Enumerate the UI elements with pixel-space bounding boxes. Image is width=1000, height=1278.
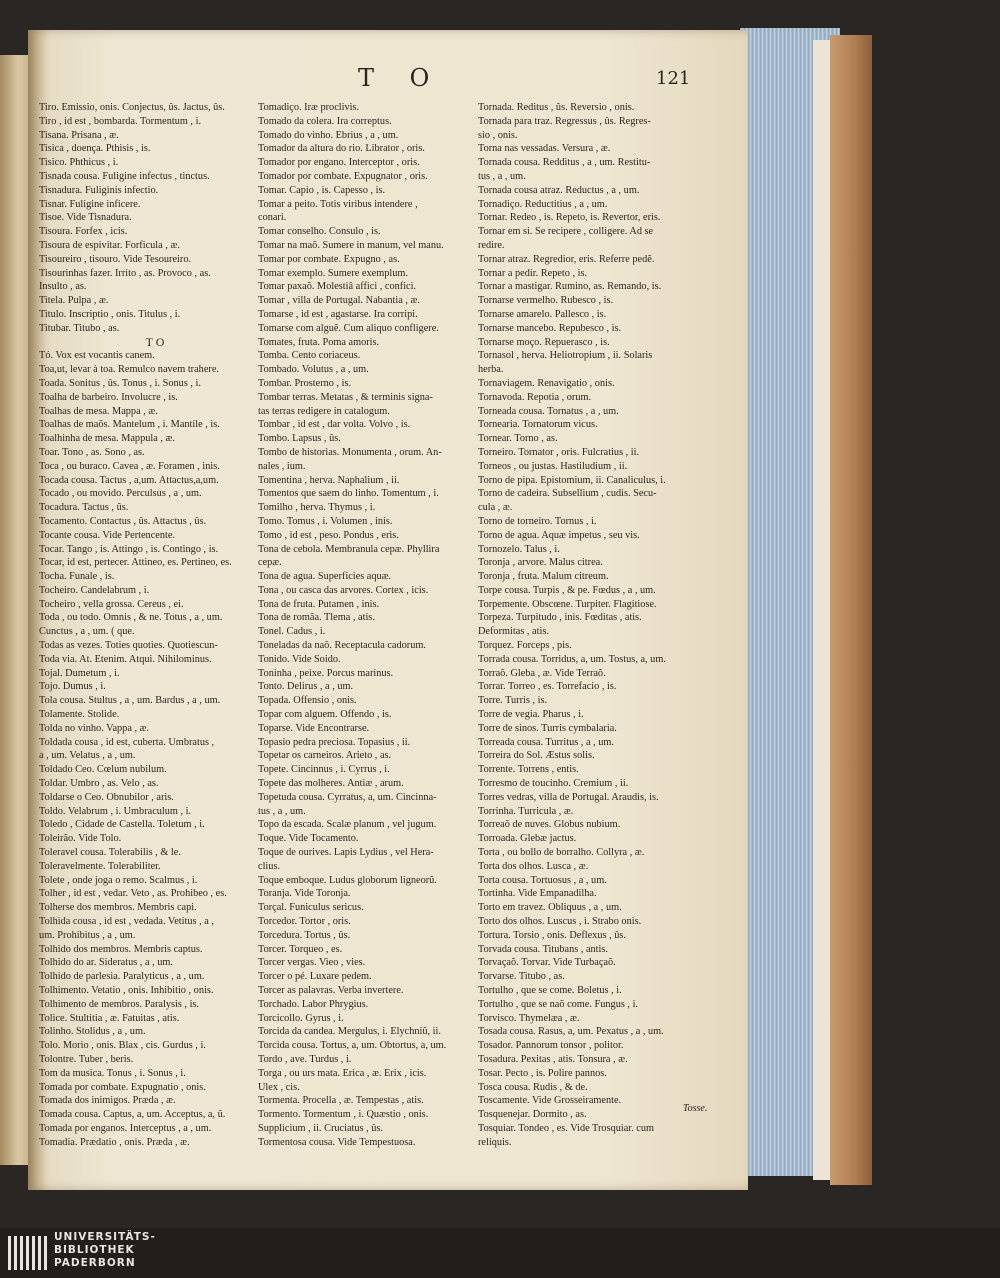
dictionary-entry-line: Toldo. Velabrum , i. Umbraculum , i. (39, 805, 192, 817)
dictionary-entry-line: Torno de torneiro. Tornus , i. (478, 515, 597, 527)
dictionary-entry-line: Tosca cousa. Rudis , & de. (478, 1081, 588, 1093)
dictionary-entry-line: Toldar. Umbro , as. Velo , as. (39, 778, 159, 790)
dictionary-entry-line: Topetar os carneiros. Arieto , as. (258, 750, 392, 762)
dictionary-entry-line: Toca , ou buraco. Cavea , æ. Foramen , inis. (39, 460, 220, 472)
dictionary-entry-line: Deformitas , atis. (478, 626, 549, 638)
dictionary-entry-line: Tomilho , herva. Thymus , i. (258, 502, 376, 514)
dictionary-entry-line: Tocante cousa. Vide Pertencente. (39, 529, 175, 541)
dictionary-entry-line: Tolontre. Tuber , beris. (39, 1053, 134, 1065)
dictionary-entry-line: Tornaviagem. Renavigatio , onis. (478, 377, 615, 389)
library-name-line-3: PADERBORN (54, 1257, 136, 1269)
dictionary-entry-line: Topada. Offensio , onis. (258, 695, 357, 707)
dictionary-entry-line: Tornear. Torno , as. (478, 433, 558, 445)
dictionary-entry-line: Toque. Vide Tocamento. (258, 833, 359, 845)
dictionary-entry-line: Toleirão. Vide Tolo. (39, 833, 122, 845)
dictionary-entry-line: Torraõ. Gleba , æ. Vide Terraõ. (478, 667, 606, 679)
dictionary-entry-line: Torta dos olhos. Lusca , æ. (478, 860, 589, 872)
dictionary-entry-line: Tonel. Cadus , i. (258, 626, 326, 638)
dictionary-entry-line: Tomador da altura do rio. Librator , oris. (258, 143, 425, 155)
dictionary-entry-line: Torcer o pé. Luxare pedem. (258, 971, 372, 983)
dictionary-entry-line: Torre de vegia. Pharus , i. (478, 709, 584, 721)
dictionary-entry-line: cepæ. (258, 557, 282, 569)
dictionary-entry-line: Tornarse moço. Repuerasco , is. (478, 336, 610, 348)
dictionary-entry-line: Tomar a peito. Totis viribus intendere , (258, 198, 418, 210)
dictionary-entry-line: Tomadia. Prædatio , onis. Præda , æ. (39, 1136, 190, 1148)
dictionary-entry-line: Insulto , as. (39, 281, 87, 293)
dictionary-entry-line: conari. (258, 212, 287, 224)
dictionary-entry-line: Torto dos olhos. Luscus , i. Strabo onis. (478, 916, 642, 928)
dictionary-entry-line: Tomates, fruta. Poma amoris. (258, 336, 380, 348)
dictionary-entry-line: Tisana. Prisana , æ. (39, 129, 119, 141)
dictionary-entry-line: Tornar a mastigar. Rumino, as. Remando, is. (478, 281, 662, 293)
dictionary-entry-line: Torcer vergas. Vieo , vies. (258, 957, 366, 969)
dictionary-entry-line: Tona de agua. Superficies aquæ. (258, 571, 392, 583)
dictionary-entry-line: Tona de romãa. Tlema , atis. (258, 612, 375, 624)
dictionary-entry-line: Toninha , peixe. Porcus marinus. (258, 667, 394, 679)
dictionary-entry-line: Tomar exemplo. Sumere exemplum. (258, 267, 408, 279)
dictionary-entry-line: Torvaçaõ. Torvar. Vide Turbaçaõ. (478, 957, 616, 969)
dictionary-entry-line: Tormento. Tormentum , i. Quæstio , onis. (258, 1109, 429, 1121)
dictionary-entry-line: Tom da musica. Tonus , i. Sonus , i. (39, 1067, 186, 1079)
dictionary-entry-line: Topar com alguem. Offendo , is. (258, 709, 392, 721)
dictionary-entry-line: Tornadiço. Reductitius , a , um. (478, 198, 608, 210)
dictionary-entry-line: Tombar terras. Metatas , & terminis signa- (258, 391, 433, 403)
dictionary-entry-line: Tomador por engano. Interceptor , oris. (258, 157, 420, 169)
dictionary-entry-line: Tolher , id est , vedar. Veto , as. Prohibeo , es. (39, 888, 227, 900)
dictionary-entry-line: Tolhimento. Vetatio , onis. Inhibitio , onis. (39, 985, 214, 996)
dictionary-entry-line: Toledo , Cidade de Castella. Toletum , i. (39, 819, 205, 831)
dictionary-entry-line: Torroada. Glebæ jactus. (478, 833, 577, 845)
dictionary-entry-line: tus , a , um. (258, 805, 306, 817)
dictionary-entry-line: Torçal. Funiculus sericus. (258, 902, 364, 914)
dictionary-entry-line: Topete. Cincinnus , i. Cyrrus , i. (258, 764, 390, 776)
dictionary-entry-line: Torrar. Torreo , es. Torrefacio , is. (478, 681, 617, 693)
dictionary-entry-line: Tó. Vox est vocantis canem. (39, 350, 155, 362)
library-name (54, 1231, 156, 1270)
dictionary-entry-line: Tomada cousa. Captus, a, um. Acceptus, a, ũ. (39, 1109, 226, 1121)
dictionary-entry-line: Tomado da colera. Ira correptus. (258, 115, 392, 127)
dictionary-entry-line: Topo da escada. Scalæ planum , vel jugum. (258, 819, 437, 831)
dictionary-entry-line: T O (145, 335, 165, 349)
dictionary-entry-line: herba. (478, 364, 504, 376)
dictionary-entry-line: Tolhido do ar. Sideratus , a , um. (39, 957, 173, 969)
dictionary-entry-line: sio , onis. (478, 129, 518, 141)
dictionary-entry-line: Torvisco. Thymelæa , æ. (478, 1012, 580, 1024)
dictionary-entry-line: Tola cousa. Stultus , a , um. Bardus , a , um. (39, 695, 221, 707)
dictionary-entry-line: reliquis. (478, 1136, 512, 1148)
dictionary-entry-line: Tocamento. Contactus , ûs. Attactus , ûs. (39, 515, 207, 527)
dictionary-entry-line: Tomadiço. Iræ proclivis. (258, 102, 360, 113)
page-title: T O (358, 64, 444, 92)
dictionary-entry-line: Torrente. Torrens , entis. (478, 764, 579, 776)
dictionary-entry-line: Torcedura. Tortus , ûs. (258, 929, 351, 941)
dictionary-entry-line: Tolhida cousa , id est , vedada. Vetitus , a , (39, 916, 214, 928)
dictionary-entry-line: Tolhido de parlesia. Paralyticus , a , um. (39, 971, 205, 983)
dictionary-entry-line: Torres vedras, villa de Portugal. Araudis, is. (478, 791, 659, 803)
dictionary-entry-line: Toleravelmente. Tolerabiliter. (39, 860, 161, 872)
dictionary-entry-line: Tomentos que saem do linho. Tomentum , i. (258, 488, 439, 500)
dictionary-entry-line: Topetuda cousa. Cyrratus, a, um. Cincinna- (258, 791, 437, 803)
dictionary-entry-line: Titubar. Titubo , as. (39, 322, 120, 334)
dictionary-entry-line: Torcicollo. Gyrus , i. (258, 1012, 344, 1024)
dictionary-entry-line: Toalhinha de mesa. Mappula , æ. (39, 433, 175, 445)
dictionary-entry-line: Tonido. Vide Soido. (258, 653, 341, 665)
dictionary-entry-line: tus , a , um. (478, 170, 526, 182)
dictionary-entry-line: nales , ium. (258, 460, 306, 472)
dictionary-column-1 (39, 101, 271, 1150)
dictionary-entry-line: Torchado. Labor Phrygius. (258, 998, 369, 1010)
dictionary-entry-line: Titela. Pulpa , æ. (39, 295, 109, 307)
dictionary-entry-line: Cunctus , a , um. ( que. (39, 626, 135, 638)
dictionary-entry-line: Ulex , cis. (258, 1081, 300, 1093)
dictionary-entry-line: Torneos , ou justas. Hastiludium , ii. (478, 460, 628, 472)
dictionary-entry-line: Tormentosa cousa. Vide Tempestuosa. (258, 1136, 416, 1148)
dictionary-entry-line: Torta cousa. Tortuosus , a , um. (478, 874, 607, 886)
dictionary-entry-line: Tornearia. Tornatorum vicus. (478, 419, 598, 431)
dictionary-entry-line: Torcida cousa. Tortus, a, um. Obtortus, a, um. (258, 1040, 447, 1052)
dictionary-entry-line: Tojo. Dumus , i. (39, 681, 106, 693)
dictionary-entry-line: Tona de fruta. Putamen , inis. (258, 598, 380, 610)
dictionary-entry-line: Torto em travez. Obliquus , a , um. (478, 902, 622, 914)
dictionary-column-2 (258, 101, 490, 1150)
dictionary-entry-line: Torna nas vessadas. Versura , æ. (478, 143, 611, 155)
dictionary-entry-line: Tornada cousa atraz. Reductus , a , um. (478, 184, 640, 196)
dictionary-entry-line: Tordo , ave. Turdus , i. (258, 1053, 352, 1065)
dictionary-entry-line: Tolherse dos membros. Membris capi. (39, 902, 197, 914)
dictionary-entry-line: Tornada cousa. Redditus , a , um. Restitu- (478, 157, 651, 169)
dictionary-entry-line: Tosada cousa. Rasus, a, um. Pexatus , a , um. (478, 1026, 664, 1038)
dictionary-entry-line: Tombar , id est , dar volta. Volvo , is. (258, 419, 411, 431)
dictionary-entry-line: Torquez. Forceps , pis. (478, 640, 572, 652)
library-logo-icon (6, 1232, 50, 1274)
dictionary-entry-line: Tornarse amarelo. Pallesco , is. (478, 308, 607, 320)
dictionary-entry-line: Toda , ou todo. Omnis , & ne. Totus , a , um. (39, 612, 223, 624)
dictionary-entry-line: Tocadura. Tactus , ûs. (39, 502, 129, 514)
dictionary-entry-line: a , um. Velatus , a , um. (39, 750, 136, 762)
dictionary-entry-line: um. Prohibitus , a , um. (39, 929, 136, 941)
dictionary-entry-line: Torresmo de toucinho. Cremium , ii. (478, 778, 629, 790)
dictionary-entry-line: Tornar a pedir. Repeto , is. (478, 267, 588, 279)
dictionary-entry-line: Tornar em si. Se recipere , colligere. Ad se (478, 226, 654, 238)
dictionary-entry-line: cula , æ. (478, 502, 513, 514)
dictionary-entry-line: Tomada por combate. Expugnatio , onis. (39, 1081, 206, 1093)
dictionary-entry-line: Tomba. Cento coriaceus. (258, 350, 361, 362)
dictionary-entry-line: Tocha. Funale , is. (39, 571, 115, 583)
dictionary-entry-line: Torvada cousa. Titubans , antis. (478, 943, 608, 955)
library-name-line-2: BIBLIOTHEK (54, 1244, 135, 1256)
dictionary-entry-line: Torta , ou bollo de borralho. Collyra , æ. (478, 847, 645, 859)
dictionary-entry-line: Torno de pipa. Epistomium, ii. Canaliculus, i. (478, 474, 666, 486)
dictionary-entry-line: Tornada. Reditus , ûs. Reversio , onis. (478, 102, 635, 113)
dictionary-entry-line: Tornar. Redeo , is. Repeto, is. Revertor, eris. (478, 212, 661, 224)
dictionary-entry-line: Tomo. Tomus , i. Volumen , inis. (258, 515, 393, 527)
dictionary-entry-line: Toparse. Vide Encontrarse. (258, 722, 370, 734)
dictionary-entry-line: Tocada cousa. Tactus , a,um. Attactus,a,um. (39, 474, 219, 486)
dictionary-entry-line: Tojal. Dumetum , i. (39, 667, 120, 679)
dictionary-entry-line: Torcedor. Tortor , oris. (258, 916, 351, 928)
dictionary-entry-line: Tolo. Morio , onis. Blax , cis. Gurdus , i. (39, 1040, 206, 1052)
dictionary-entry-line: Toda via. At. Etenim. Atqui. Nihilominus. (39, 653, 212, 665)
dictionary-entry-line: Tomador por combate. Expugnator , oris. (258, 170, 428, 182)
dictionary-entry-line: Tombo de historias. Monumenta , orum. An- (258, 446, 442, 458)
dictionary-entry-line: Tocheiro. Candelabrum , i. (39, 584, 150, 596)
dictionary-entry-line: Tortulho , que se come. Boletus , i. (478, 985, 622, 996)
dictionary-entry-line: Todas as vezes. Toties quoties. Quotiescun- (39, 640, 218, 652)
dictionary-entry-line: Torcida da candea. Mergulus, i. Elychniũ, ii. (258, 1026, 441, 1038)
dictionary-entry-line: Tisnar. Fuligine inficere. (39, 198, 141, 210)
dictionary-entry-line: Toscamente. Vide Grosseiramente. (478, 1095, 622, 1107)
dictionary-entry-line: Toalhas de mesa. Mappa , æ. (39, 405, 158, 417)
dictionary-entry-line: Toldado Ceo. Cœlum nubilum. (39, 764, 167, 776)
dictionary-entry-line: Tomado do vinho. Ebrius , a , um. (258, 129, 399, 141)
dictionary-entry-line: Tombo. Lapsus , ûs. (258, 433, 341, 445)
dictionary-entry-line: Tiro , id est , bombarda. Tormentum , i. (39, 115, 202, 127)
dictionary-entry-line: Tosadura. Pexitas , atis. Tonsura , æ. (478, 1053, 628, 1065)
dictionary-entry-line: Toalha de barbeiro. Involucre , is. (39, 391, 178, 403)
dictionary-entry-line: Tocado , ou movido. Perculsus , a , um. (39, 488, 202, 500)
dictionary-entry-line: Tosar. Pecto , is. Polire pannos. (478, 1067, 607, 1079)
dictionary-entry-line: Toronja , fruta. Malum citreum. (478, 571, 609, 583)
catchword: Tosse. (683, 1103, 708, 1114)
dictionary-entry-line: Tomarse com alguẽ. Cum aliquo confligere. (258, 322, 439, 334)
dictionary-entry-line: Tomar por combate. Expugno , as. (258, 253, 400, 265)
dictionary-entry-line: Toalhas de maõs. Mantelum , i. Mantile , is. (39, 419, 220, 431)
dictionary-entry-line: Tona , ou casca das arvores. Cortex , icis. (258, 584, 429, 596)
dictionary-entry-line: Tiro. Emissio, onis. Conjectus, ûs. Jactus, ûs. (39, 102, 225, 113)
dictionary-entry-line: Tolice. Stultitia , æ. Fatuitas , atis. (39, 1012, 180, 1024)
dictionary-entry-line: Tolinho. Stolidus , a , um. (39, 1026, 146, 1038)
dictionary-entry-line: Tisoe. Vide Tisnadura. (39, 212, 132, 224)
dictionary-entry-line: Tolhido dos membros. Membris captus. (39, 943, 203, 955)
dictionary-entry-line: Torrada cousa. Torridus, a, um. Tostus, a, um. (478, 653, 666, 665)
dictionary-entry-line: Tisnadura. Fuliginis infectio. (39, 184, 159, 196)
dictionary-entry-line: Tomar. Capio , is. Capesso , is. (258, 184, 386, 196)
book-cover-edge (830, 35, 872, 1185)
dictionary-entry-line: Tomo , id est , peso. Pondus , eris. (258, 529, 399, 541)
dictionary-entry-line: Torcer. Torqueo , es. (258, 943, 343, 955)
dictionary-entry-line: Torre de sinos. Turris cymbalaria. (478, 722, 617, 734)
dictionary-entry-line: Torneada cousa. Tornatus , a , um. (478, 405, 619, 417)
dictionary-entry-line: Torpemente. Obscœne. Turpiter. Flagitiose. (478, 598, 657, 610)
dictionary-entry-line: Tomarse , id est , agastarse. Ira corripi. (258, 308, 418, 320)
dictionary-entry-line: Tolamente. Stolide. (39, 709, 120, 721)
dictionary-entry-line: Torreada cousa. Turritus , a , um. (478, 736, 614, 748)
dictionary-entry-line: Tomar na maõ. Sumere in manum, vel manu. (258, 239, 444, 251)
dictionary-entry-line: Tolhimento de membros. Paralysis , is. (39, 998, 200, 1010)
dictionary-entry-line: Tomada dos inimigos. Præda , æ. (39, 1095, 176, 1107)
dictionary-entry-line: Tornavoda. Repotia , orum. (478, 391, 592, 403)
dictionary-entry-line: Tocar, id est, pertecer. Attineo, es. Pertineo, es. (39, 557, 232, 569)
dictionary-entry-line: Tisoura de espivitar. Forficula , æ. (39, 239, 180, 251)
dictionary-entry-line: Tornarse mancebo. Repubesco , is. (478, 322, 622, 334)
dictionary-entry-line: Toque emboque. Ludus globorum ligneorũ. (258, 874, 437, 886)
dictionary-entry-line: Tombar. Prosterno , is. (258, 377, 352, 389)
library-name-line-1: UNIVERSITÄTS- (54, 1231, 156, 1243)
dictionary-entry-line: clius. (258, 860, 281, 872)
dictionary-entry-line: Tornar atraz. Regredior, eris. Referre pedẽ. (478, 253, 655, 265)
dictionary-entry-line: Toar. Tono , as. Sono , as. (39, 446, 145, 458)
dictionary-entry-line: Tona de cebola. Membranula cepæ. Phyllira (258, 543, 440, 555)
dictionary-entry-line: Tormenta. Procella , æ. Tempestas , atis. (258, 1095, 424, 1107)
dictionary-entry-line: Torreaõ de nuves. Globus nubium. (478, 819, 621, 831)
dictionary-entry-line: Toranja. Vide Toronja. (258, 888, 351, 900)
dictionary-entry-line: Tornada para traz. Regressus , ûs. Regres- (478, 115, 651, 127)
dictionary-column-3 (478, 101, 710, 1150)
dictionary-entry-line: Tisoura. Forfex , icis. (39, 226, 128, 238)
dictionary-entry-line: Tornasol , herva. Heliotropium , ii. Solaris (478, 350, 653, 362)
dictionary-entry-line: Supplicium , ii. Cruciatus , ûs. (258, 1122, 383, 1134)
dictionary-entry-line: Tosquiar. Tondeo , es. Vide Trosquiar. cum (478, 1122, 655, 1134)
dictionary-entry-line: Toa,ut, levar à toa. Remulco navem trahere. (39, 364, 219, 376)
dictionary-entry-line: Tolete , onde joga o remo. Scalmus , i. (39, 874, 198, 886)
dictionary-entry-line: Tisica , doença. Pthisis , is. (39, 143, 151, 155)
dictionary-entry-line: Tornarse vermelho. Rubesco , is. (478, 295, 614, 307)
dictionary-entry-line: Torrinha. Turricula , æ. (478, 805, 574, 817)
dictionary-entry-line: Tombado. Volutus , a , um. (258, 364, 369, 376)
dictionary-entry-line: Torno de cadeira. Subsellium , cudis. Secu- (478, 488, 657, 500)
dictionary-entry-line: Tomar conselho. Consulo , is. (258, 226, 381, 238)
dictionary-entry-line: Topete das molheres. Antiæ , arum. (258, 778, 404, 790)
dictionary-entry-line: Tornozelo. Talus , i. (478, 543, 560, 555)
dictionary-entry-line: Toada. Sonitus , ûs. Tonus , i. Sonus , i. (39, 377, 201, 389)
dictionary-entry-line: Tortura. Torsio , onis. Deflexus , ûs. (478, 929, 626, 941)
dictionary-entry-line: Torpeza. Turpitudo , inis. Fœditas , atis. (478, 612, 642, 624)
dictionary-entry-line: Tolda no vinho. Vappa , æ. (39, 722, 150, 734)
dictionary-entry-line: Titulo. Inscriptio , onis. Titulus , i. (39, 308, 181, 320)
dictionary-entry-line: Toleravel cousa. Tolerabilis , & le. (39, 847, 181, 859)
dictionary-entry-line: redire. (478, 239, 505, 251)
dictionary-entry-line: Torno de agua. Aquæ impetus , seu vis. (478, 529, 640, 541)
dictionary-entry-line: Tomentina , herva. Naphalium , ii. (258, 474, 400, 486)
dictionary-entry-line: Tomada por enganos. Interceptus , a , um. (39, 1122, 212, 1134)
dictionary-entry-line: Tomar paxaõ. Molestiâ affici , confici. (258, 281, 417, 293)
dictionary-entry-line: Tortulho , que se naõ come. Fungus , i. (478, 998, 639, 1010)
dictionary-entry-line: Tisoureiro , tisouro. Vide Tesoureiro. (39, 253, 192, 265)
dictionary-entry-line: Torneiro. Tornator , oris. Fulcratius , ii. (478, 446, 640, 458)
dictionary-entry-line: Tisourinhas fazer. Irrito , as. Provoco , as. (39, 267, 211, 279)
dictionary-entry-line: Toronja , arvore. Malus citrea. (478, 557, 603, 569)
dictionary-entry-line: Tocheiro , vella grossa. Cereus , ei. (39, 598, 184, 610)
dictionary-entry-line: Torreira do Sol. Æstus solis. (478, 750, 595, 762)
dictionary-entry-line: Topasio pedra preciosa. Topasius , ii. (258, 736, 411, 748)
running-head (28, 64, 748, 94)
dictionary-entry-line: Torpe cousa. Turpis , & pe. Fœdus , a , um. (478, 584, 656, 596)
dictionary-entry-line: Tomar , villa de Portugal. Nabantia , æ. (258, 295, 420, 307)
page-number: 121 (656, 68, 691, 89)
dictionary-entry-line: Tosquenejar. Dormito , as. (478, 1109, 587, 1121)
dictionary-entry-line: Toldarse o Ceo. Obnubilor , aris. (39, 791, 174, 803)
left-page-edge (0, 55, 30, 1165)
dictionary-entry-line: Torvarse. Titubo , as. (478, 971, 565, 983)
dictionary-entry-line: Toneladas da naõ. Receptacula cadorum. (258, 640, 426, 652)
dictionary-entry-line: Tisnada cousa. Fuligine infectus , tinctus. (39, 170, 210, 182)
dictionary-entry-line: tas terras redigere in catalogum. (258, 405, 390, 417)
dictionary-entry-line: Tonto. Delirus , a , um. (258, 681, 354, 693)
dictionary-entry-line: Toque de ourives. Lapis Lydius , vel Hera- (258, 847, 434, 859)
dictionary-entry-line: Tortinha. Vide Empanadilha. (478, 888, 597, 900)
dictionary-entry-line: Tosador. Pannorum tonsor , politor. (478, 1040, 624, 1052)
dictionary-entry-line: Torre. Turris , is. (478, 695, 548, 707)
dictionary-entry-line: Toldada cousa , id est, cuberta. Umbratus , (39, 736, 215, 748)
dictionary-entry-line: Torga , ou urs mata. Erica , æ. Erix , icis. (258, 1067, 427, 1079)
dictionary-entry-line: Tocar. Tango , is. Attingo , is. Contingo , is. (39, 543, 219, 555)
dictionary-entry-line: Torcer as palavras. Verba invertere. (258, 985, 404, 996)
dictionary-entry-line: Tisico. Phthicus , i. (39, 157, 119, 169)
